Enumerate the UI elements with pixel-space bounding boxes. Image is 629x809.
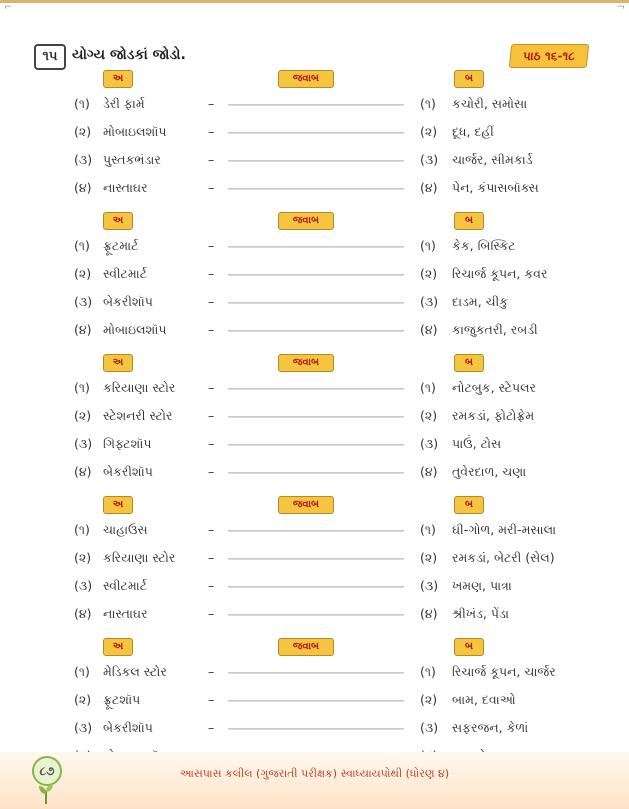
match-row xyxy=(0,152,629,172)
column-b-label: બ xyxy=(454,70,484,88)
dash-separator: – xyxy=(208,152,215,167)
match-row xyxy=(0,180,629,200)
dash-separator: – xyxy=(208,692,215,707)
right-item-number: (૩) xyxy=(420,152,439,167)
matching-section xyxy=(0,70,629,210)
match-row xyxy=(0,238,629,258)
left-item-text: ફ્રૂટશૉપ xyxy=(103,692,141,707)
dash-separator: – xyxy=(208,664,215,679)
column-b-label: બ xyxy=(454,496,484,514)
left-item-number: (૧) xyxy=(74,664,90,679)
right-item-number: (૪) xyxy=(420,180,438,195)
dash-separator: – xyxy=(208,238,215,253)
left-item-text: મેડિકલ સ્ટોર xyxy=(103,664,167,679)
left-item-number: (૨) xyxy=(74,266,92,281)
dash-separator: – xyxy=(208,578,215,593)
answer-blank-line[interactable] xyxy=(228,160,404,162)
match-row xyxy=(0,436,629,456)
left-item-text: બેકરીશૉપ xyxy=(103,464,153,479)
right-item-number: (૨) xyxy=(420,266,438,281)
left-item-text: નાસ્તાઘર xyxy=(103,606,148,621)
left-item-number: (૪) xyxy=(74,322,92,337)
dash-separator: – xyxy=(208,124,215,139)
match-row xyxy=(0,266,629,286)
left-item-text: ગિફ્ટશૉપ xyxy=(103,436,152,451)
right-item-text: રિચાર્જ કૂપન, ચાર્જર xyxy=(452,664,556,679)
left-item-number: (૩) xyxy=(74,578,93,593)
matching-section xyxy=(0,496,629,636)
answer-label: જવાબ xyxy=(278,212,334,230)
dash-separator: – xyxy=(208,550,215,565)
left-item-number: (૧) xyxy=(74,238,90,253)
column-a-label: અ xyxy=(103,354,133,372)
column-a-label: અ xyxy=(103,638,133,656)
crop-mark-right: ¬ xyxy=(616,2,625,13)
match-row xyxy=(0,692,629,712)
left-item-text: ચાહાઉસ xyxy=(103,522,148,537)
match-row xyxy=(0,522,629,542)
dash-separator: – xyxy=(208,464,215,479)
answer-blank-line[interactable] xyxy=(228,416,404,418)
right-item-number: (૩) xyxy=(420,578,439,593)
right-item-text: કાજુકતરી, રબડી xyxy=(452,322,538,337)
dash-separator: – xyxy=(208,408,215,423)
match-row xyxy=(0,322,629,342)
answer-blank-line[interactable] xyxy=(228,330,404,332)
match-row xyxy=(0,464,629,484)
right-item-number: (૩) xyxy=(420,720,439,735)
right-item-number: (૧) xyxy=(420,522,436,537)
column-a-label: અ xyxy=(103,212,133,230)
right-item-number: (૩) xyxy=(420,436,439,451)
answer-blank-line[interactable] xyxy=(228,614,404,616)
column-a-label: અ xyxy=(103,496,133,514)
answer-label: જવાબ xyxy=(278,496,334,514)
right-item-number: (૩) xyxy=(420,294,439,309)
right-item-text: ઘી-ગોળ, મરી-મસાલા xyxy=(452,522,557,537)
left-item-text: ડેરી ફાર્મ xyxy=(103,96,145,111)
match-row xyxy=(0,380,629,400)
answer-blank-line[interactable] xyxy=(228,728,404,730)
left-item-text: બેકરીશૉપ xyxy=(103,720,153,735)
left-item-number: (૨) xyxy=(74,550,92,565)
answer-blank-line[interactable] xyxy=(228,672,404,674)
right-item-text: તુવેરદાળ, ચણા xyxy=(452,464,527,479)
right-item-text: શ્રીખંડ, પેંડા xyxy=(452,606,509,621)
dash-separator: – xyxy=(208,436,215,451)
right-item-number: (૨) xyxy=(420,408,438,423)
dash-separator: – xyxy=(208,522,215,537)
matching-section xyxy=(0,354,629,494)
dash-separator: – xyxy=(208,180,215,195)
column-b-label: બ xyxy=(454,212,484,230)
left-item-text: સ્વીટમાર્ટ xyxy=(103,578,147,593)
left-item-text: મોબાઇલશૉપ xyxy=(103,322,167,337)
match-row xyxy=(0,294,629,314)
column-b-label: બ xyxy=(454,638,484,656)
left-item-number: (૨) xyxy=(74,692,92,707)
column-b-label: બ xyxy=(454,354,484,372)
answer-blank-line[interactable] xyxy=(228,558,404,560)
left-item-text: કરિયાણા સ્ટોર xyxy=(103,380,176,395)
right-item-number: (૧) xyxy=(420,380,436,395)
left-item-text: સ્વીટમાર્ટ xyxy=(103,266,147,281)
match-row xyxy=(0,124,629,144)
right-item-text: રિચાર્જ કૂપન, કવર xyxy=(452,266,548,281)
right-item-text: કેક, બિસ્કિટ xyxy=(452,238,516,253)
right-item-number: (૧) xyxy=(420,96,436,111)
right-item-number: (૨) xyxy=(420,550,438,565)
match-row xyxy=(0,408,629,428)
answer-blank-line[interactable] xyxy=(228,104,404,106)
left-item-number: (૩) xyxy=(74,152,93,167)
left-item-text: બેકરીશૉપ xyxy=(103,294,153,309)
question-title: યોગ્ય જોડકાં જોડો. xyxy=(72,47,186,63)
right-item-text: સફરજન, કેળાં xyxy=(452,720,529,735)
question-number: ૧૫ xyxy=(34,44,66,70)
left-item-number: (૩) xyxy=(74,436,93,451)
page-number: ૮૭ xyxy=(32,756,62,786)
right-item-text: નોટબુક, સ્ટેપલર xyxy=(452,380,537,395)
question-header xyxy=(34,44,594,70)
left-item-text: સ્ટેશનરી સ્ટોર xyxy=(103,408,173,423)
answer-label: જવાબ xyxy=(278,354,334,372)
match-row xyxy=(0,720,629,740)
left-item-number: (૪) xyxy=(74,606,92,621)
left-item-number: (૧) xyxy=(74,380,90,395)
lesson-tag: પાઠ ૧૬-૧૮ xyxy=(509,44,589,68)
dash-separator: – xyxy=(208,720,215,735)
answer-blank-line[interactable] xyxy=(228,388,404,390)
right-item-number: (૧) xyxy=(420,664,436,679)
left-item-number: (૪) xyxy=(74,464,92,479)
match-row xyxy=(0,664,629,684)
answer-blank-line[interactable] xyxy=(228,246,404,248)
left-item-number: (૨) xyxy=(74,408,92,423)
answer-blank-line[interactable] xyxy=(228,132,404,134)
matching-section xyxy=(0,212,629,352)
sprout-icon xyxy=(38,782,54,804)
dash-separator: – xyxy=(208,606,215,621)
answer-blank-line[interactable] xyxy=(228,700,404,702)
answer-blank-line[interactable] xyxy=(228,302,404,304)
right-item-text: ખમણ, પાત્રા xyxy=(452,578,512,593)
right-item-text: કચોરી, સમોસા xyxy=(452,96,528,111)
answer-label: જવાબ xyxy=(278,70,334,88)
match-row xyxy=(0,578,629,598)
dash-separator: – xyxy=(208,322,215,337)
answer-blank-line[interactable] xyxy=(228,530,404,532)
left-item-text: ફ્રૂટમાર્ટ xyxy=(103,238,139,253)
right-item-number: (૪) xyxy=(420,464,438,479)
right-item-number: (૨) xyxy=(420,692,438,707)
left-item-number: (૧) xyxy=(74,522,90,537)
right-item-text: પાઉં, ટોસ xyxy=(452,436,502,451)
answer-label: જવાબ xyxy=(278,638,334,656)
right-item-number: (૪) xyxy=(420,606,438,621)
left-item-text: મોબાઇલશૉપ xyxy=(103,124,167,139)
crop-mark-left: ⌐ xyxy=(4,2,13,13)
right-item-text: રમકડાં, બેટરી (સેલ) xyxy=(452,550,555,565)
answer-blank-line[interactable] xyxy=(228,472,404,474)
right-item-number: (૧) xyxy=(420,238,436,253)
match-row xyxy=(0,606,629,626)
match-row xyxy=(0,96,629,116)
right-item-number: (૨) xyxy=(420,124,438,139)
answer-blank-line[interactable] xyxy=(228,274,404,276)
right-item-text: દૂધ, દહીં xyxy=(452,124,494,139)
right-item-text: રમકડાં, ફોટોફ્રેમ xyxy=(452,408,535,423)
right-item-text: ચાર્જર, સીમકાર્ડ xyxy=(452,152,533,167)
dash-separator: – xyxy=(208,294,215,309)
answer-blank-line[interactable] xyxy=(228,586,404,588)
left-item-text: પુસ્તકભંડાર xyxy=(103,152,161,167)
match-row xyxy=(0,550,629,570)
right-item-text: બામ, દવાઓ xyxy=(452,692,516,707)
right-item-text: પેન, કંપાસબૉક્સ xyxy=(452,180,539,195)
left-item-text: કરિયાણા સ્ટોર xyxy=(103,550,176,565)
answer-blank-line[interactable] xyxy=(228,444,404,446)
right-item-number: (૪) xyxy=(420,322,438,337)
left-item-number: (૨) xyxy=(74,124,92,139)
dash-separator: – xyxy=(208,266,215,281)
left-item-number: (૧) xyxy=(74,96,90,111)
footer-text: આસપાસ કલીલ (ગુજરાતી પરીક્ષક) સ્વાધ્યાયપોથી (ધોરણ ૪) xyxy=(179,767,450,780)
left-item-number: (૩) xyxy=(74,720,93,735)
left-item-text: નાસ્તાઘર xyxy=(103,180,148,195)
dash-separator: – xyxy=(208,96,215,111)
answer-blank-line[interactable] xyxy=(228,188,404,190)
left-item-number: (૪) xyxy=(74,180,92,195)
right-item-text: દાડમ, ચીકુ xyxy=(452,294,509,309)
dash-separator: – xyxy=(208,380,215,395)
left-item-number: (૩) xyxy=(74,294,93,309)
column-a-label: અ xyxy=(103,70,133,88)
